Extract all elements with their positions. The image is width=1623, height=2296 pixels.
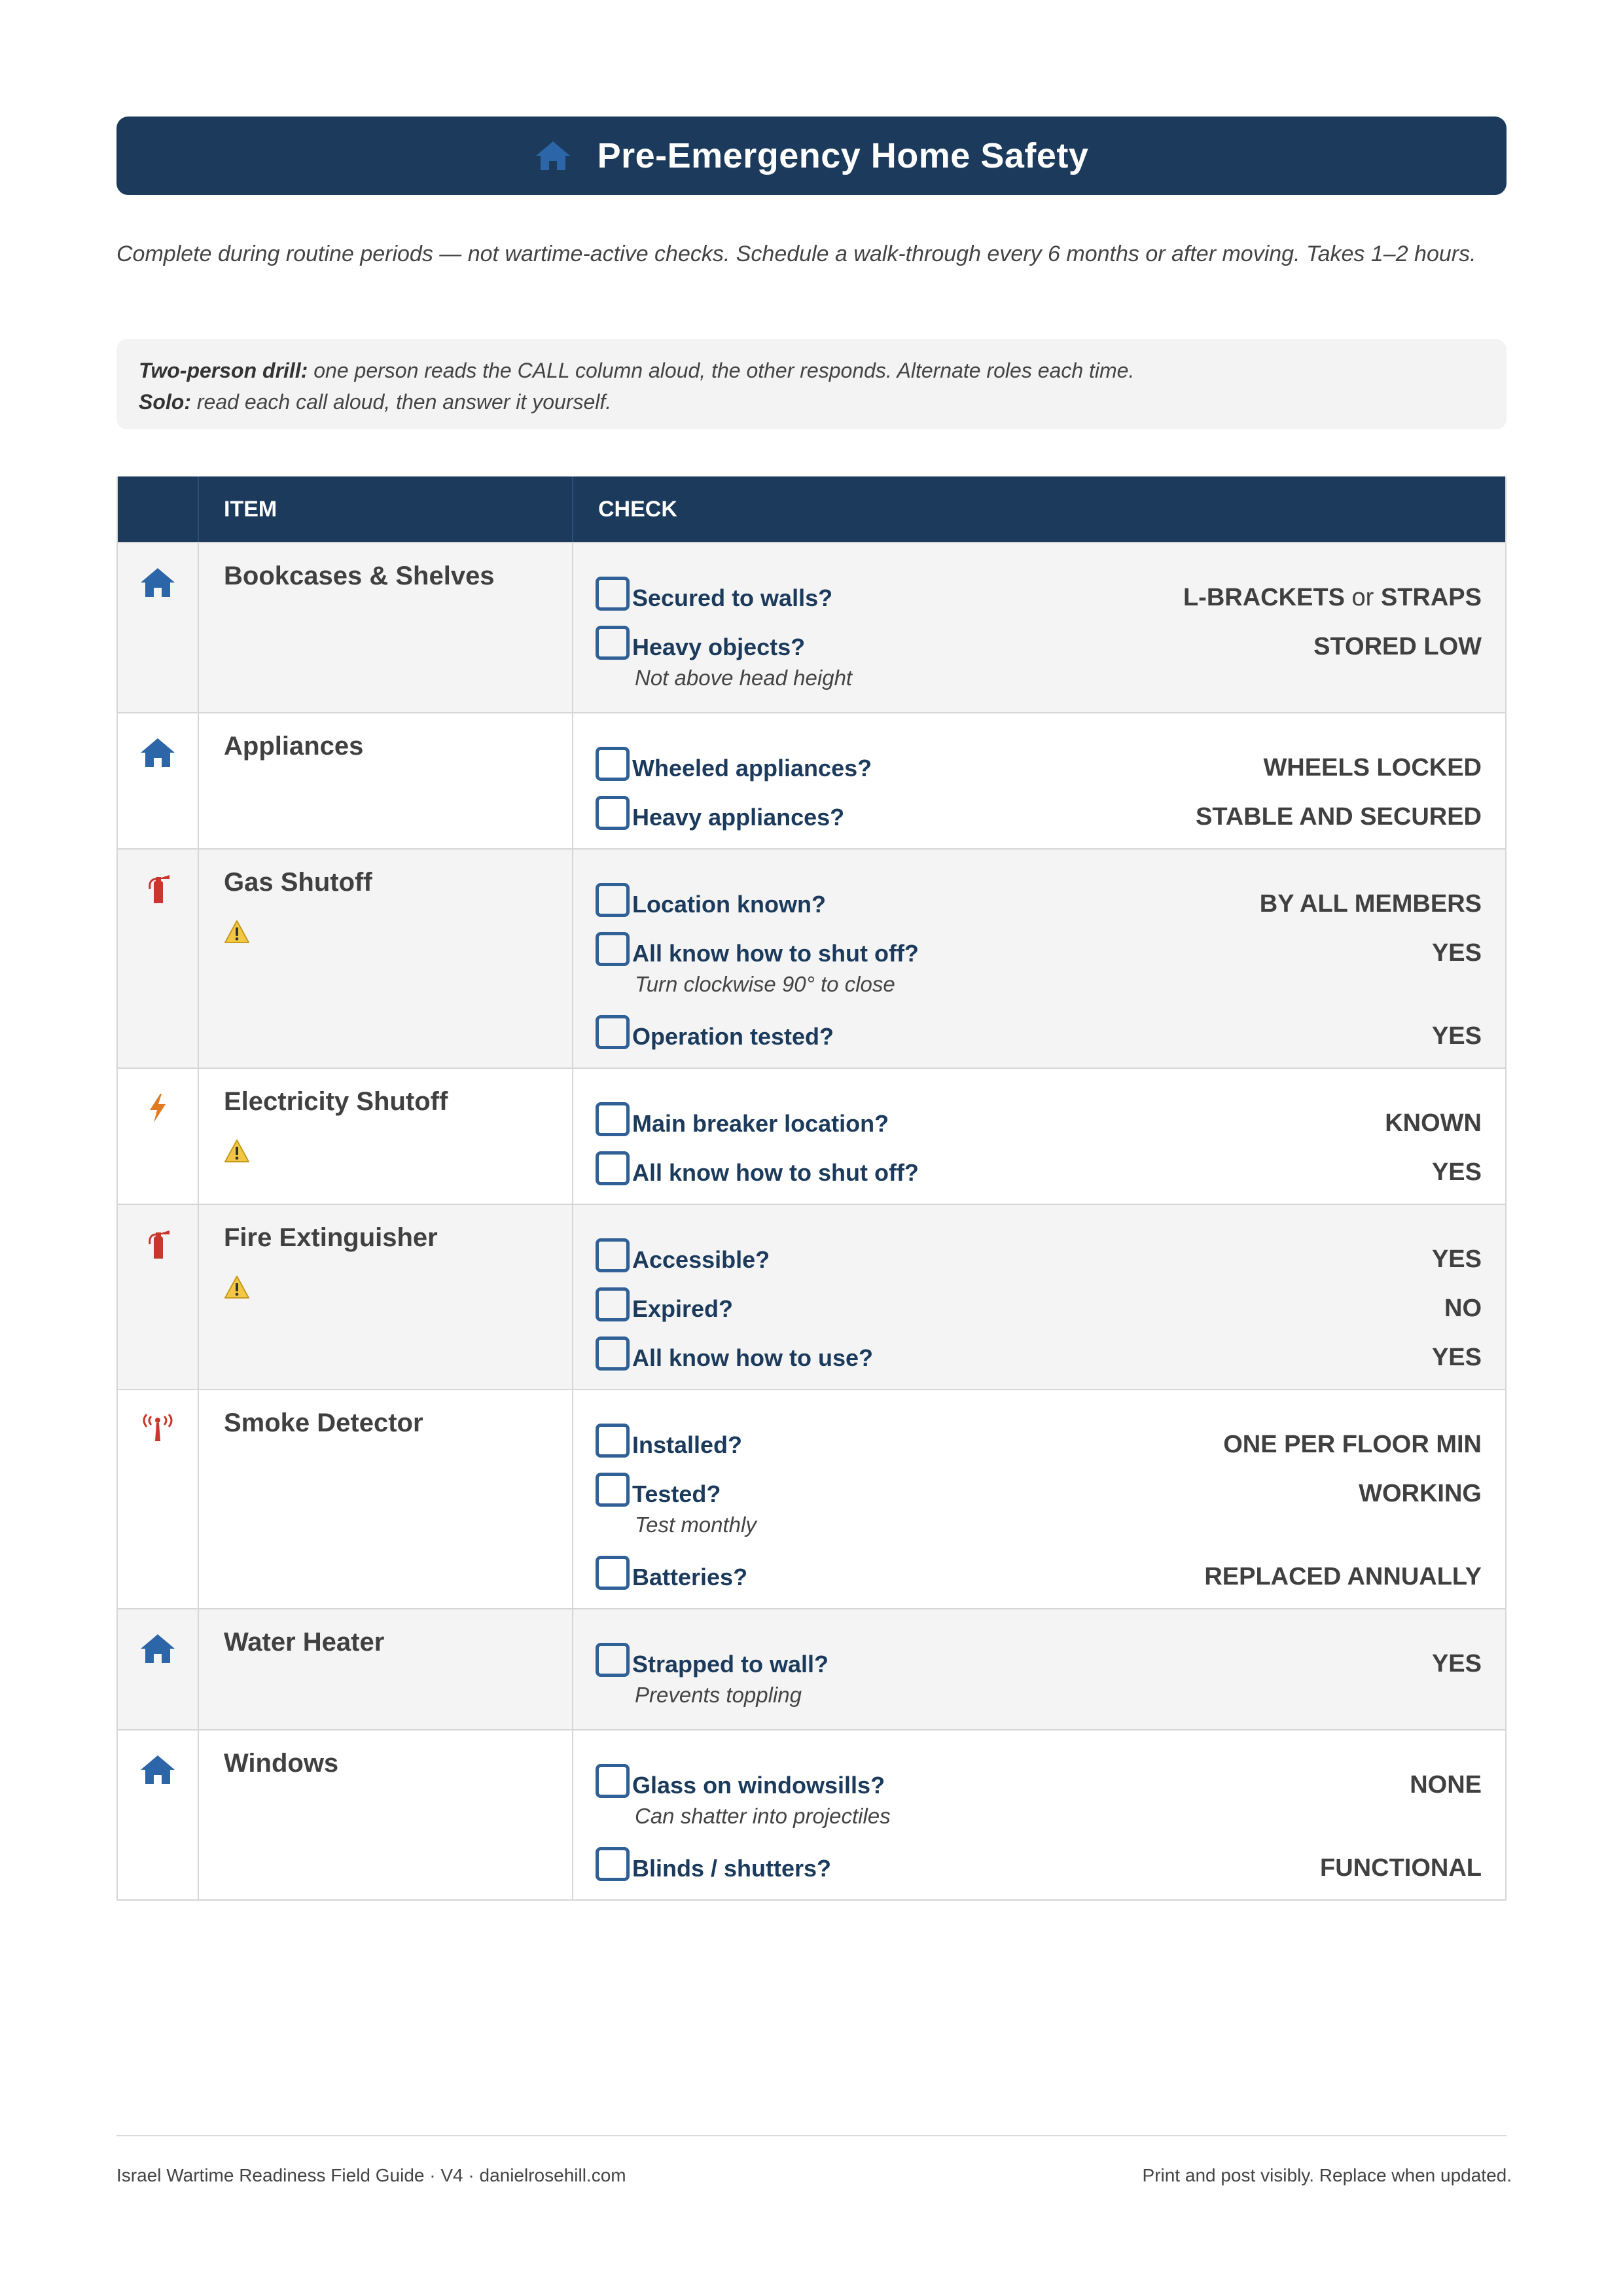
check-note: Can shatter into projectiles bbox=[635, 1804, 891, 1828]
page-title: Pre-Emergency Home Safety bbox=[597, 136, 1089, 175]
check-answer: WORKING bbox=[1359, 1480, 1482, 1507]
checklist-table bbox=[116, 476, 1507, 1901]
row-item-cell bbox=[199, 1390, 573, 1608]
table-row bbox=[118, 1389, 1505, 1608]
check-note: Not above head height bbox=[635, 666, 853, 690]
checkbox[interactable] bbox=[596, 932, 630, 966]
check-item bbox=[596, 1542, 1482, 1591]
check-answer bbox=[1183, 584, 1482, 612]
smoke-detector-icon bbox=[139, 1414, 176, 1608]
table-body bbox=[118, 542, 1505, 1899]
two-person-drill-text: one person reads the CALL column aloud, the other responds. Alternate roles each time. bbox=[308, 359, 1135, 382]
check-note: Turn clockwise 90° to close bbox=[635, 972, 895, 996]
row-icon-cell bbox=[118, 850, 199, 1067]
row-icon-cell bbox=[118, 1731, 199, 1899]
check-answer: STABLE AND SECURED bbox=[1195, 803, 1482, 831]
check-question bbox=[596, 1473, 721, 1508]
row-item-cell bbox=[199, 850, 573, 1067]
row-item-cell bbox=[199, 1205, 573, 1389]
check-note: Prevents toppling bbox=[635, 1683, 802, 1707]
checkbox[interactable] bbox=[596, 1336, 630, 1371]
row-check-cell bbox=[573, 1731, 1505, 1899]
check-answer: KNOWN bbox=[1385, 1109, 1482, 1137]
row-check-cell bbox=[573, 1609, 1505, 1729]
check-question bbox=[596, 1238, 770, 1274]
item-column-header: ITEM bbox=[199, 476, 573, 542]
row-icon-cell bbox=[118, 1609, 199, 1729]
checkbox[interactable] bbox=[596, 883, 630, 917]
check-item bbox=[596, 1410, 1482, 1459]
solo-drill bbox=[139, 386, 1484, 418]
item-name: Smoke Detector bbox=[224, 1408, 423, 1437]
row-icon-cell bbox=[118, 713, 199, 848]
intro-text: Complete during routine periods — not wartime-active checks. Schedule a walk-through every 6 months or after moving. Takes 1–2 hours. bbox=[116, 242, 1476, 266]
check-label: Blinds / shutters? bbox=[632, 1855, 832, 1882]
warning-icon bbox=[224, 1275, 250, 1300]
check-answer: REPLACED ANNUALLY bbox=[1204, 1563, 1482, 1590]
check-answer: YES bbox=[1431, 939, 1482, 967]
checkbox[interactable] bbox=[596, 1238, 630, 1272]
lightning-icon bbox=[139, 1092, 176, 1204]
checkbox[interactable] bbox=[596, 1643, 630, 1677]
check-label: Wheeled appliances? bbox=[632, 755, 872, 781]
item-name: Bookcases & Shelves bbox=[224, 562, 495, 590]
table-header bbox=[118, 476, 1505, 542]
check-question bbox=[596, 1287, 733, 1323]
check-item bbox=[596, 1001, 1482, 1050]
item-name: Gas Shutoff bbox=[224, 868, 372, 897]
check-question bbox=[596, 1556, 747, 1591]
check-label: Expired? bbox=[632, 1295, 734, 1322]
check-item bbox=[596, 918, 1482, 967]
row-item-cell bbox=[199, 1731, 573, 1899]
check-question bbox=[596, 1424, 742, 1459]
two-person-drill bbox=[139, 355, 1484, 386]
checkbox[interactable] bbox=[596, 1151, 630, 1185]
check-item bbox=[596, 733, 1482, 782]
row-item-cell bbox=[199, 713, 573, 848]
check-label: Location known? bbox=[632, 891, 826, 918]
row-icon-cell bbox=[118, 1205, 199, 1389]
check-answer: YES bbox=[1431, 1246, 1482, 1273]
check-answer: STORED LOW bbox=[1313, 633, 1482, 660]
table-row bbox=[118, 1067, 1505, 1204]
check-question bbox=[596, 932, 919, 967]
check-label: Glass on windowsills? bbox=[632, 1772, 885, 1799]
checkbox[interactable] bbox=[596, 796, 630, 830]
check-question bbox=[596, 1102, 889, 1138]
row-icon-cell bbox=[118, 1390, 199, 1608]
row-icon-cell bbox=[118, 1069, 199, 1204]
house-icon bbox=[139, 1633, 176, 1729]
row-item-cell bbox=[199, 543, 573, 712]
two-person-drill-label: Two-person drill: bbox=[139, 359, 308, 382]
item-name: Appliances bbox=[224, 732, 364, 761]
check-label: Tested? bbox=[632, 1480, 721, 1507]
check-question bbox=[596, 1336, 873, 1372]
check-note: Test monthly bbox=[635, 1513, 757, 1537]
house-icon bbox=[139, 1754, 176, 1899]
row-icon-cell bbox=[118, 543, 199, 712]
solo-drill-text: read each call aloud, then answer it yourself. bbox=[190, 390, 612, 414]
check-answer: FUNCTIONAL bbox=[1320, 1854, 1482, 1882]
house-icon bbox=[139, 737, 176, 848]
check-question bbox=[596, 747, 872, 782]
checkbox[interactable] bbox=[596, 1556, 630, 1590]
item-name: Water Heater bbox=[224, 1628, 385, 1657]
check-label: Secured to walls? bbox=[632, 584, 833, 611]
item-name: Windows bbox=[224, 1749, 339, 1778]
check-answer: YES bbox=[1431, 1022, 1482, 1050]
check-label: Main breaker location? bbox=[632, 1110, 889, 1137]
checkbox[interactable] bbox=[596, 1764, 630, 1798]
fire-extinguisher-icon bbox=[139, 1229, 176, 1389]
check-item bbox=[596, 782, 1482, 831]
checkbox[interactable] bbox=[596, 1424, 630, 1458]
check-item bbox=[596, 1750, 1482, 1799]
check-question bbox=[596, 1847, 831, 1882]
warning-icon bbox=[224, 920, 250, 944]
check-question bbox=[596, 796, 844, 831]
check-item bbox=[596, 1629, 1482, 1678]
checkbox[interactable] bbox=[596, 1473, 630, 1507]
table-row bbox=[118, 1729, 1505, 1899]
check-question bbox=[596, 1015, 834, 1050]
check-label: All know how to shut off? bbox=[632, 940, 919, 967]
checkbox[interactable] bbox=[596, 1102, 630, 1136]
drill-instructions bbox=[116, 339, 1507, 429]
check-item bbox=[596, 563, 1482, 612]
check-answer: NO bbox=[1444, 1295, 1482, 1322]
check-item bbox=[596, 1323, 1482, 1372]
check-label: Heavy objects? bbox=[632, 634, 806, 660]
check-question bbox=[596, 883, 826, 918]
checkbox[interactable] bbox=[596, 1287, 630, 1321]
row-check-cell bbox=[573, 850, 1505, 1067]
table-row bbox=[118, 712, 1505, 848]
footer-divider bbox=[116, 2135, 1507, 2136]
house-icon bbox=[535, 140, 571, 171]
item-name: Fire Extinguisher bbox=[224, 1223, 438, 1252]
item-name: Electricity Shutoff bbox=[224, 1087, 448, 1116]
check-label: Strapped to wall? bbox=[632, 1651, 829, 1677]
check-item bbox=[596, 1274, 1482, 1323]
check-answer: BY ALL MEMBERS bbox=[1259, 890, 1482, 918]
fire-extinguisher-icon bbox=[139, 873, 176, 1067]
icon-column-header bbox=[118, 476, 199, 542]
check-item bbox=[596, 612, 1482, 661]
row-item-cell bbox=[199, 1609, 573, 1729]
row-check-cell bbox=[573, 1205, 1505, 1389]
check-label: Accessible? bbox=[632, 1246, 770, 1273]
check-answer: YES bbox=[1431, 1158, 1482, 1186]
footer-note: Print and post visibly. Replace when updated. bbox=[1142, 2165, 1512, 2185]
row-check-cell bbox=[573, 1069, 1505, 1204]
answer-option-a: L-BRACKETS bbox=[1183, 584, 1345, 611]
footer-source: Israel Wartime Readiness Field Guide · V4 · danielrosehill.com bbox=[116, 2165, 626, 2185]
title-bar bbox=[116, 117, 1507, 195]
checkbox[interactable] bbox=[596, 626, 630, 660]
check-label: Installed? bbox=[632, 1431, 743, 1458]
check-item bbox=[596, 1459, 1482, 1508]
check-item bbox=[596, 1138, 1482, 1187]
table-row bbox=[118, 1608, 1505, 1729]
table-row bbox=[118, 542, 1505, 712]
solo-drill-label: Solo: bbox=[139, 390, 191, 414]
warning-icon bbox=[224, 1139, 250, 1164]
check-answer: NONE bbox=[1410, 1771, 1482, 1799]
check-item bbox=[596, 869, 1482, 918]
check-answer: ONE PER FLOOR MIN bbox=[1223, 1431, 1482, 1458]
checkbox[interactable] bbox=[596, 1015, 630, 1049]
check-question bbox=[596, 626, 805, 661]
check-label: All know how to shut off? bbox=[632, 1159, 919, 1186]
check-item bbox=[596, 1225, 1482, 1274]
check-item bbox=[596, 1833, 1482, 1882]
checkbox[interactable] bbox=[596, 577, 630, 611]
check-item bbox=[596, 1088, 1482, 1138]
row-check-cell bbox=[573, 713, 1505, 848]
checkbox[interactable] bbox=[596, 1847, 630, 1881]
checkbox[interactable] bbox=[596, 747, 630, 781]
table-row bbox=[118, 848, 1505, 1067]
check-label: All know how to use? bbox=[632, 1344, 873, 1371]
check-label: Operation tested? bbox=[632, 1023, 834, 1050]
check-label: Batteries? bbox=[632, 1564, 748, 1590]
table-row bbox=[118, 1204, 1505, 1389]
check-answer: WHEELS LOCKED bbox=[1263, 754, 1482, 781]
check-question bbox=[596, 577, 832, 612]
check-column-header: CHECK bbox=[598, 496, 677, 522]
row-check-cell bbox=[573, 1390, 1505, 1608]
answer-or: or bbox=[1344, 584, 1381, 611]
check-question bbox=[596, 1643, 829, 1678]
check-answer: YES bbox=[1431, 1650, 1482, 1677]
check-question bbox=[596, 1151, 919, 1187]
answer-option-b: STRAPS bbox=[1380, 584, 1482, 611]
house-icon bbox=[139, 567, 176, 712]
row-item-cell bbox=[199, 1069, 573, 1204]
check-answer: YES bbox=[1431, 1344, 1482, 1371]
check-label: Heavy appliances? bbox=[632, 804, 845, 831]
check-question bbox=[596, 1764, 885, 1799]
row-check-cell bbox=[573, 543, 1505, 712]
